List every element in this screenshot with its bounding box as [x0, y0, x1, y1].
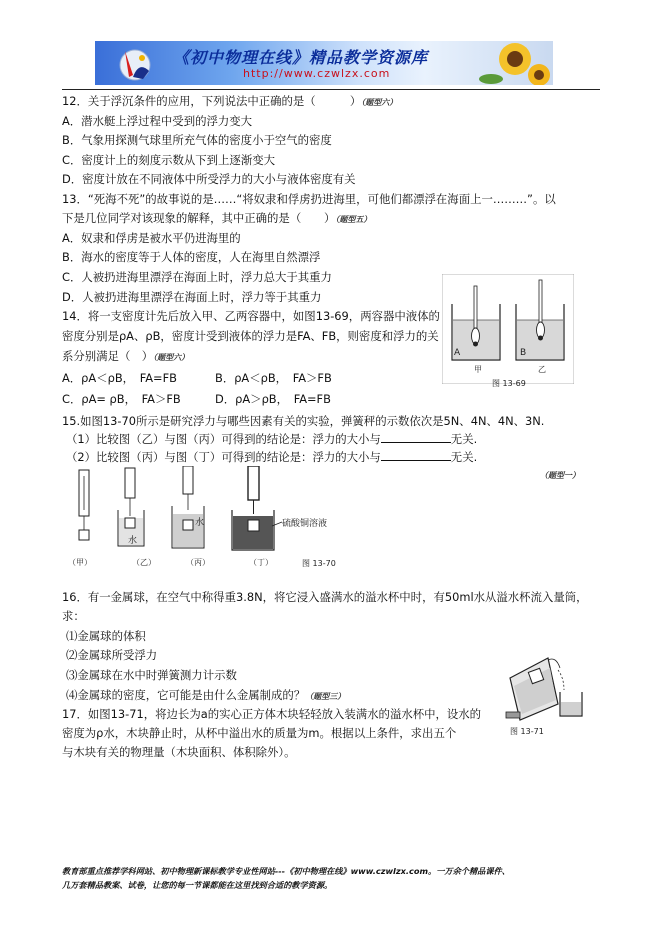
q13-option-a: A．奴隶和俘虏是被水平仍进海里的: [62, 231, 241, 245]
fig70-caption: 图 13-70: [302, 559, 336, 568]
figure-13-71: [498, 650, 598, 726]
fig71-caption: 图 13-71: [510, 727, 544, 736]
footer-line2: 几万套精品教案、试卷，让您的每一节课都能在这里找到合适的教学资源。: [62, 880, 333, 890]
fig69-label-a: A: [454, 348, 461, 358]
q16-item-3: ⑶金属球在水中时弹簧测力计示数: [66, 668, 237, 682]
logo-icon: [120, 50, 150, 80]
q14-tag: （题型六）: [153, 353, 190, 362]
fig69-label-yi: 乙: [538, 365, 546, 374]
q15-sub2-blank: [381, 450, 451, 461]
q12-option-a: A．潜水艇上浮过程中受到的浮力变大: [62, 114, 253, 128]
q17-line1: 17．如图13-71，将边长为a的实心正方体木块轻轻放入装满水的溢水杯中，设水的: [62, 707, 482, 721]
q13-stem-line1: 13．“死海不死”的故事说的是……“将奴隶和俘虏扔进海里，可他们都漂浮在海面上一………”。以: [62, 192, 556, 206]
q16-item-1: ⑴金属球的体积: [66, 629, 146, 643]
figure-13-69: [442, 274, 574, 384]
fig70-water-label-2: 水: [195, 518, 205, 528]
q14-line1: 14．将一支密度计先后放入甲、乙两容器中，如图13-69，两容器中液体的: [62, 309, 440, 323]
sunflower-icon: [479, 43, 550, 85]
q14-line3: 系分别满足（ ）（题型六）: [62, 349, 190, 363]
banner-url: http://www.czwlzx.com: [243, 67, 391, 80]
q12-option-c: C．密度计上的刻度示数从下到上逐渐变大: [62, 153, 275, 167]
q12-stem: 12．关于浮沉条件的应用，下列说法中正确的是（ ）（题型六）: [62, 94, 398, 108]
q16-stem-line2: 求：: [62, 609, 85, 623]
q13-option-b: B．海水的密度等于人体的密度，人在海里自然漂浮: [62, 250, 321, 264]
q12-option-b: B．气象用探测气球里所充气体的密度小于空气的密度: [62, 133, 332, 147]
header-banner: [95, 41, 553, 85]
q14-option-b: B．ρA＜ρB， FA＞FB: [215, 371, 332, 385]
q12-tag: （题型六）: [361, 98, 398, 107]
fig69-caption: 图 13-69: [492, 379, 526, 388]
q14-option-d: D．ρA＞ρB， FA=FB: [215, 392, 331, 406]
q16-stem-line1: 16．有一金属球，在空气中称得重3.8N，将它浸入盛满水的溢水杯中时，有50ml水从溢水杯流入量筒，: [62, 590, 588, 604]
figure-13-70: [66, 466, 326, 556]
q13-stem-line2: 下是几位同学对该现象的解释，其中正确的是（ ）（题型五）: [62, 211, 372, 225]
q17-line2: 密度为ρ水，木块静止时，从杯中溢出水的质量为m。根据以上条件，求出五个: [62, 726, 457, 740]
fig70-solution-label: 硫酸铜溶液: [282, 519, 328, 529]
footer-line1: 教育部重点推荐学科网站、初中物理新课标教学专业性网站---《初中物理在线》www.czwlzx.com。一万余个精品课件、: [62, 866, 510, 876]
q16-tag: （题型三）: [305, 692, 346, 701]
q15-sub1: （1）比较图（乙）与图（丙）可得到的结论是：浮力的大小与 无关.: [66, 432, 478, 446]
q12-option-d: D．密度计放在不同液体中所受浮力的大小与液体密度有关: [62, 172, 356, 186]
q16-item-2: ⑵金属球所受浮力: [66, 648, 158, 662]
fig70-label-jia: （甲）: [68, 558, 92, 567]
q17-line3: 与木块有关的物理量（木块面积、体积除外）。: [62, 745, 296, 759]
fig69-label-jia: 甲: [474, 365, 482, 374]
fig70-label-bing: （丙）: [186, 558, 210, 567]
q15-sub1-blank: [381, 432, 451, 443]
q15-stem: 15.如图13-70所示是研究浮力与哪些因素有关的实验，弹簧秤的示数依次是5N、4N、4N、3N.: [62, 414, 545, 428]
fig70-label-ding: （丁）: [249, 558, 273, 567]
q13-option-c: C．人被扔进海里漂浮在海面上时，浮力总大于其重力: [62, 270, 332, 284]
q15-sub2: （2）比较图（丙）与图（丁）可得到的结论是：浮力的大小与 无关.: [66, 450, 478, 464]
q13-tag: （题型五）: [335, 215, 372, 224]
fig69-label-b: B: [520, 348, 527, 358]
fig70-label-yi: （乙）: [132, 558, 156, 567]
q13-option-d: D．人被扔进海里漂浮在海面上时，浮力等于其重力: [62, 290, 322, 304]
q15-tag: （题型一）: [540, 471, 580, 480]
header-divider: [62, 89, 600, 90]
banner-title: 《初中物理在线》精品教学资源库: [173, 48, 429, 67]
q16-item-4: ⑷金属球的密度，它可能是由什么金属制成的？（题型三）: [66, 688, 346, 702]
fig70-water-label-1: 水: [128, 536, 138, 546]
q14-option-a: A．ρA＜ρB， FA=FB: [62, 371, 177, 385]
q14-option-c: C．ρA= ρB， FA＞FB: [62, 392, 181, 406]
q14-line2: 密度分别是ρA、ρB，密度计受到液体的浮力是FA、FB，则密度和浮力的关: [62, 329, 439, 343]
